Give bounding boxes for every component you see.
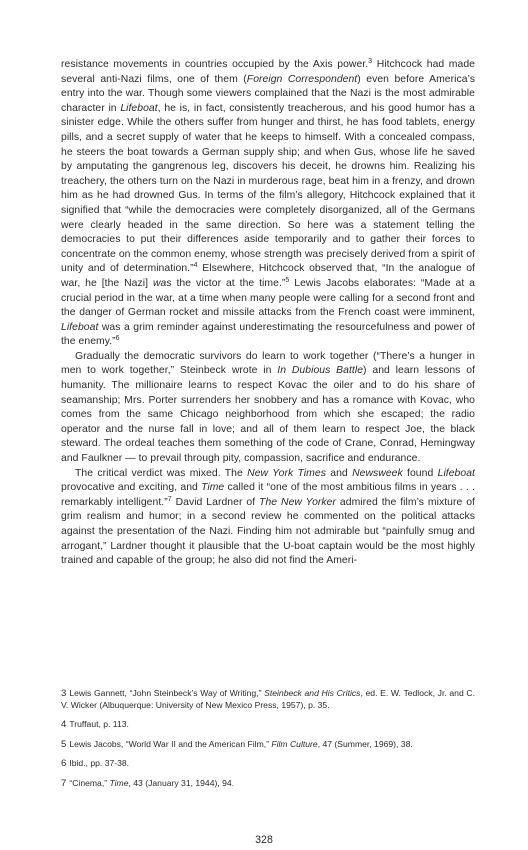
text-run: found <box>402 467 438 479</box>
text-run: Ibid., pp. 37-38. <box>69 758 130 769</box>
text-run: resistance movements in countries occupied by the Axis power. <box>61 59 369 70</box>
text-run: Lewis Jacobs, “World War II and the American Film,” <box>69 738 272 749</box>
footnote-3 <box>61 688 475 711</box>
footnote-5 <box>61 739 475 751</box>
text-run: admired the film’s mixture of grim realism and humor; in a second review he commented on the political attacks against the presentation of the Nazi. Finding him not admirable but “painfully smug and arrogant,” Lardner thought it plausible that the U-boat captain would be the most highly trained and capable of the group; he also did not find the Ameri- <box>61 496 475 567</box>
journal-title: Film Culture <box>271 738 318 749</box>
footnote-number: 7 <box>61 777 67 789</box>
text-run: and <box>325 467 353 479</box>
text-run: Gradually the democratic survivors do learn to work together (“There’s a hunger in men to work together,” Steinbeck wrote in <box>61 350 475 377</box>
footnote-4 <box>61 719 475 731</box>
text-run: the victor at the time.” <box>171 277 286 289</box>
text-run: ) and learn lessons of humanity. The millionaire learns to respect Kovac the oiler and to do his share of seamanship; Mrs. Porter surrenders her snobbery and has a romance with Kovac, who comes from the same Chicago neighborhood from which she escaped; the radio operator and the nurse fall in love; and all of them learn to respect Joe, the black steward. The ordeal teaches them something of the code of Crane, Conrad, Hemingway and Faulkner — to prevail through pity, compassion, sacrifice and endurance. <box>61 365 476 465</box>
film-title: Lifeboat <box>437 467 475 479</box>
footnote-number: 3 <box>61 688 67 699</box>
footnote-ref-7: 7 <box>167 495 172 503</box>
text-run: The critical verdict was mixed. The <box>75 467 248 479</box>
text-run: , ed. E. W. Tedlock, Jr. and C. V. Wicker (Albuquerque: University of New Mexico Press, 1957), p. 35. <box>61 688 475 710</box>
text-run: ) even before America’s entry into the war. Though some viewers complained that the Nazi is the most admirable character in <box>61 73 475 114</box>
publication-title: Time <box>201 482 225 494</box>
body-text <box>61 58 475 569</box>
paragraph-2 <box>61 350 475 467</box>
text-run: Lewis Gannett, “John Steinbeck’s Way of Writing,” <box>69 688 265 698</box>
footnote-ref-6: 6 <box>115 335 120 343</box>
text-run: , 43 (January 31, 1944), 94. <box>128 777 235 788</box>
paragraph-1 <box>61 58 475 350</box>
journal-title: Time <box>109 777 129 788</box>
text-run: Lewis Jacobs elaborates: “Made at a crucial period in the war, at a time when many people were calling for a second front and the danger of German rocket and missile attacks from the French coast were imminent, <box>61 277 475 319</box>
text-run: “Cinema,” <box>69 777 110 788</box>
text-run: Truffaut, p. 113. <box>69 719 129 730</box>
text-run: called it “one of the most ambitious films in years . . . remarkably intelligent.” <box>61 482 475 508</box>
text-run: , he is, in fact, consistently treacherous, and his good humor has a sinister edge. While the others suffer from hunger and thirst, he has food tablets, energy pills, and a secret supply of water that he keeps to himself. With a concealed compass, he steers the boat towards a German supply ship; and when Gus, whose life he saved by amputating the gangrenous leg, discovers his deceit, he drowns him. Realizing his treachery, the others turn on the Nazi in murderous rage, beat him in a frenzy, and drown him as he had drowned Gus. In terms of the film’s allegory, Hitchcock explained that it signified that “while the democracies were completely disorganized, all of the Germans were clearly headed in the same direction. So here was a statement telling the democracies to put their differences aside temporarily and to gather their forces to concentrate on the common enemy, whose strength was precisely derived from a spirit of unity and of determination.” <box>61 102 475 275</box>
text-run: , 47 (Summer, 1969), 38. <box>317 738 413 749</box>
footnote-number: 4 <box>61 719 67 731</box>
text-run: was a grim reminder against underestimating the resourcefulness and power of the enemy.” <box>61 321 475 348</box>
footnotes <box>61 688 475 798</box>
footnote-number: 5 <box>61 738 67 750</box>
text-run: Hitchcock had made several anti-Nazi films, one of them ( <box>61 59 475 85</box>
publication-title: The New Yorker <box>259 496 336 508</box>
book-title: In Dubious Battle <box>277 365 364 377</box>
footnote-6 <box>61 758 475 770</box>
footnote-ref-3: 3 <box>368 58 373 65</box>
film-title: Foreign Correspondent <box>246 73 358 85</box>
publication-title: New York Times <box>247 467 326 479</box>
footnote-7 <box>61 778 475 790</box>
film-title: Lifeboat <box>120 102 158 114</box>
footnote-ref-4: 4 <box>193 262 198 270</box>
emphasis: was <box>152 277 172 289</box>
footnote-number: 6 <box>61 758 67 770</box>
text-run: Elsewhere, Hitchcock observed that, “In the analogue of war, he [the Nazi] <box>61 263 475 289</box>
film-title: Lifeboat <box>61 321 99 333</box>
paragraph-3 <box>61 467 475 569</box>
text-run: David Lardner of <box>171 496 260 508</box>
book-title: Steinbeck and His Critics <box>264 688 361 698</box>
publication-title: Newsweek <box>352 467 403 479</box>
page-number: 328 <box>255 834 273 846</box>
text-run: provocative and exciting, and <box>61 482 202 494</box>
footnote-ref-5: 5 <box>285 276 290 284</box>
